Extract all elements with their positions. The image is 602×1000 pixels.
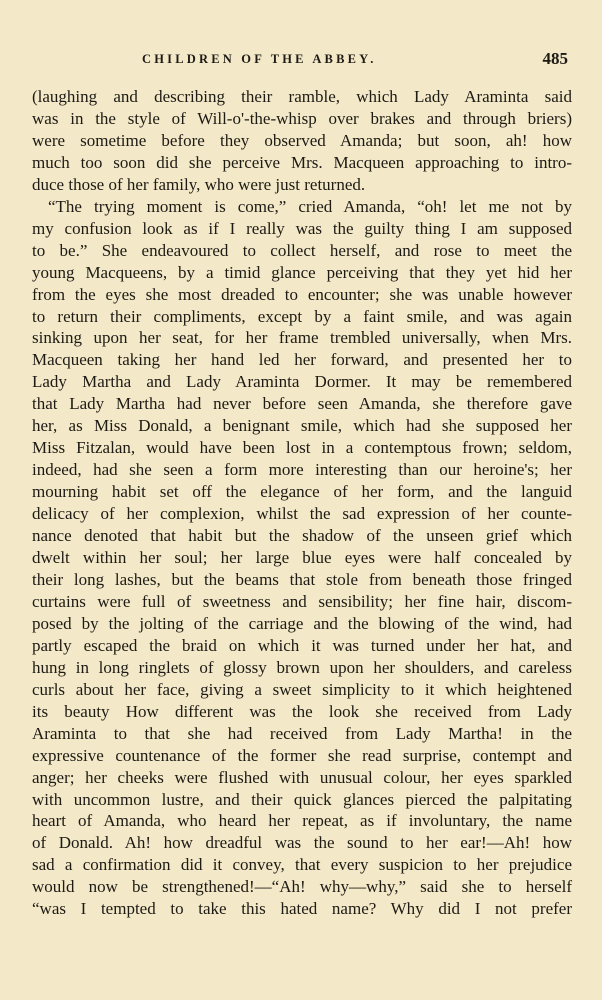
text-line: mourning habit set off the elegance of her form, and the languid bbox=[32, 482, 572, 502]
body-text bbox=[32, 86, 572, 920]
text-line: was in the style of Will-o'-the-whisp over brakes and through briers) bbox=[32, 108, 572, 128]
text-line: to return their compliments, except by a faint smile, and was again bbox=[32, 306, 572, 326]
text-line: that Lady Martha had never before seen Amanda, she therefore gave bbox=[32, 394, 572, 414]
text-line: delicacy of her complexion, whilst the sad expression of her counte- bbox=[32, 504, 572, 524]
text-line: much too soon did she perceive Mrs. Macqueen approaching to intro- bbox=[32, 152, 572, 172]
text-line: Araminta to that she had received from Lady Martha! in the bbox=[32, 723, 572, 743]
text-line: to be.” She endeavoured to collect herself, and rose to meet the bbox=[32, 240, 572, 260]
text-line: of Donald. Ah! how dreadful was the sound to her ear!—Ah! how bbox=[32, 833, 572, 853]
text-line: heart of Amanda, who heard her repeat, as if involuntary, the name bbox=[32, 811, 572, 831]
text-line: hung in long ringlets of glossy brown upon her shoulders, and careless bbox=[32, 657, 572, 677]
text-line: my confusion look as if I really was the guilty thing I am supposed bbox=[32, 218, 572, 238]
text-line: duce those of her family, who were just returned. bbox=[32, 174, 366, 194]
text-line: their long lashes, but the beams that stole from beneath those fringed bbox=[32, 569, 572, 589]
running-head bbox=[32, 50, 572, 72]
text-line: its beauty How different was the look she received from Lady bbox=[32, 701, 572, 721]
running-title: CHILDREN OF THE ABBEY. bbox=[142, 52, 377, 66]
text-line: young Macqueens, by a timid glance perceiving that they yet hid her bbox=[32, 262, 572, 282]
text-line: curls about her face, giving a sweet simplicity to it which heightened bbox=[32, 679, 572, 699]
text-line: from the eyes she most dreaded to encounter; she was unable however bbox=[32, 284, 572, 304]
text-line: with uncommon lustre, and their quick glances pierced the palpitating bbox=[32, 789, 572, 809]
text-line: Lady Martha and Lady Araminta Dormer. It may be remembered bbox=[32, 372, 572, 392]
text-line: anger; her cheeks were flushed with unusual colour, her eyes sparkled bbox=[32, 767, 572, 787]
text-line: dwelt within her soul; her large blue eyes were half concealed by bbox=[32, 548, 572, 568]
text-line: her, as Miss Donald, a benignant smile, which had she supposed her bbox=[32, 416, 572, 436]
text-line: sad a confirmation did it convey, that every suspicion to her prejudice bbox=[32, 855, 572, 875]
text-line: “The trying moment is come,” cried Amanda, “oh! let me not by bbox=[48, 196, 572, 216]
text-line: (laughing and describing their ramble, which Lady Araminta said bbox=[32, 87, 572, 106]
text-line: sinking upon her seat, for her frame trembled universally, when Mrs. bbox=[32, 328, 572, 348]
text-line: curtains were full of sweetness and sensibility; her fine hair, discom- bbox=[32, 591, 572, 611]
text-line: were sometime before they observed Amanda; but soon, ah! how bbox=[32, 130, 572, 150]
text-line: posed by the jolting of the carriage and the blowing of the wind, had bbox=[32, 613, 572, 633]
text-line: Miss Fitzalan, would have been lost in a contemptous frown; seldom, bbox=[32, 438, 572, 458]
page-number: 485 bbox=[542, 49, 568, 68]
text-line: “was I tempted to take this hated name? Why did I not prefer bbox=[32, 899, 572, 919]
text-line: Macqueen taking her hand led her forward, and presented her to bbox=[32, 350, 572, 370]
text-line: nance denoted that habit but the shadow of the unseen grief which bbox=[32, 526, 572, 546]
text-line: indeed, had she seen a form more interesting than our heroine's; her bbox=[32, 460, 572, 480]
text-line: expressive countenance of the former she read surprise, contempt and bbox=[32, 745, 572, 765]
text-line: partly escaped the braid on which it was turned under her hat, and bbox=[32, 635, 572, 655]
text-line: would now be strengthened!—“Ah! why—why,” said she to herself bbox=[32, 877, 572, 897]
